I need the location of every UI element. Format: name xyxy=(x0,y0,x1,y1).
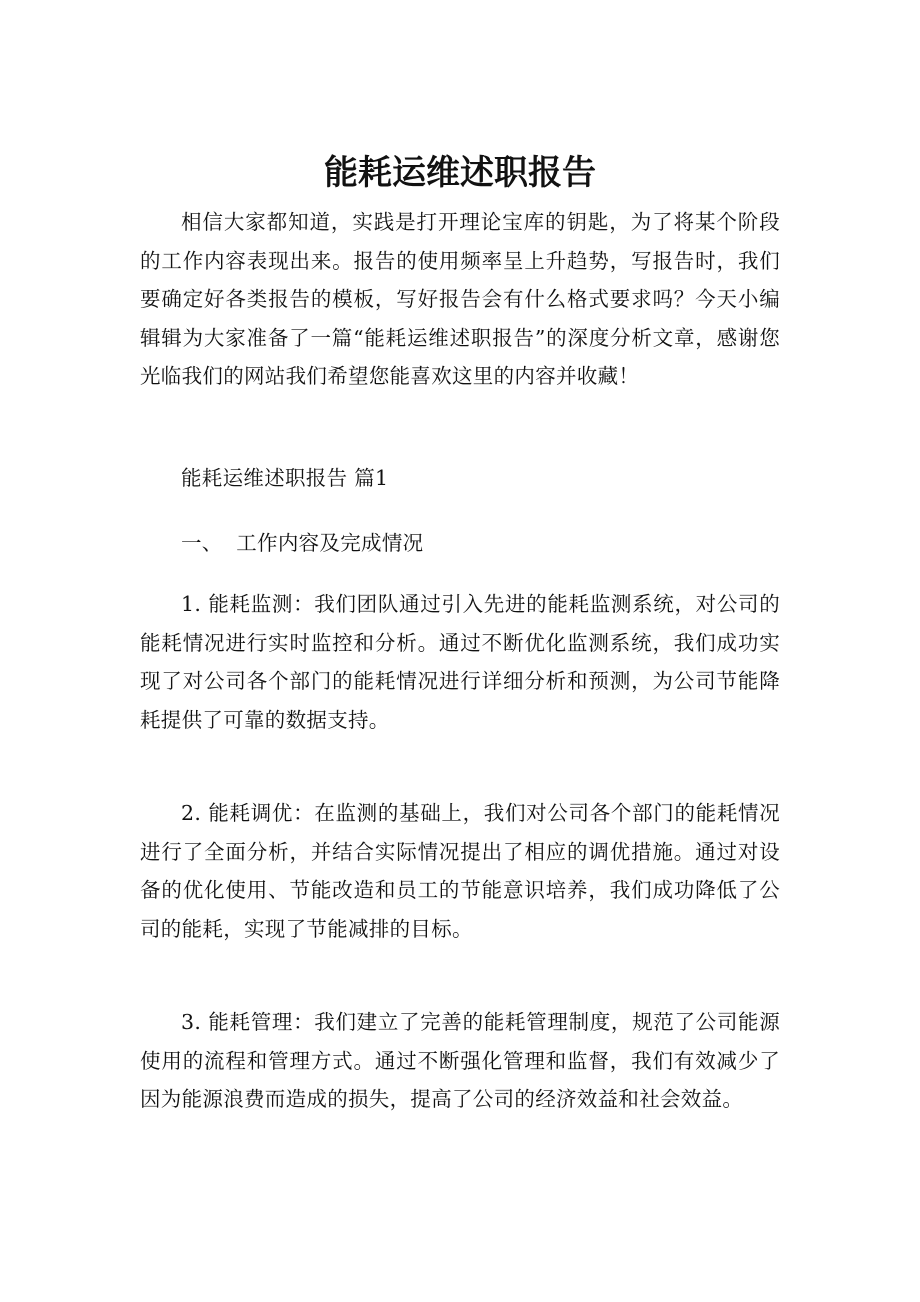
list-item: 3. 能耗管理：我们建立了完善的能耗管理制度，规范了公司能源使用的流程和管理方式。通过不断强化管理和监督，我们有效减少了因为能源浪费而造成的损失，提高了公司的经济效益和社会效益。 xyxy=(140,1010,780,1112)
list-item: 2. 能耗调优：在监测的基础上，我们对公司各个部门的能耗情况进行了全面分析，并结合实际情况提出了相应的调优措施。通过对设备的优化使用、节能改造和员工的节能意识培养，我们成功降低了公司的能耗，实现了节能减排的目标。 xyxy=(140,801,780,941)
section-heading: 一、 工作内容及完成情况 xyxy=(181,531,424,555)
list-item: 1. 能耗监测：我们团队通过引入先进的能耗监测系统，对公司的能耗情况进行实时监控和分析。通过不断优化监测系统，我们成功实现了对公司各个部门的能耗情况进行详细分析和预测，为公司节能降耗提供了可靠的数据支持。 xyxy=(140,592,780,732)
intro-paragraph: 相信大家都知道，实践是打开理论宝库的钥匙，为了将某个阶段的工作内容表现出来。报告的使用频率呈上升趋势，写报告时，我们要确定好各类报告的模板，写好报告会有什么格式要求吗？今天小编辑辑为大家准备了一篇“能耗运维述职报告”的深度分析文章，感谢您光临我们的网站我们希望您能喜欢这里的内容并收藏！ xyxy=(140,210,780,389)
document-title: 能耗运维述职报告 xyxy=(324,153,596,193)
part-heading: 能耗运维述职报告 篇1 xyxy=(181,466,389,490)
